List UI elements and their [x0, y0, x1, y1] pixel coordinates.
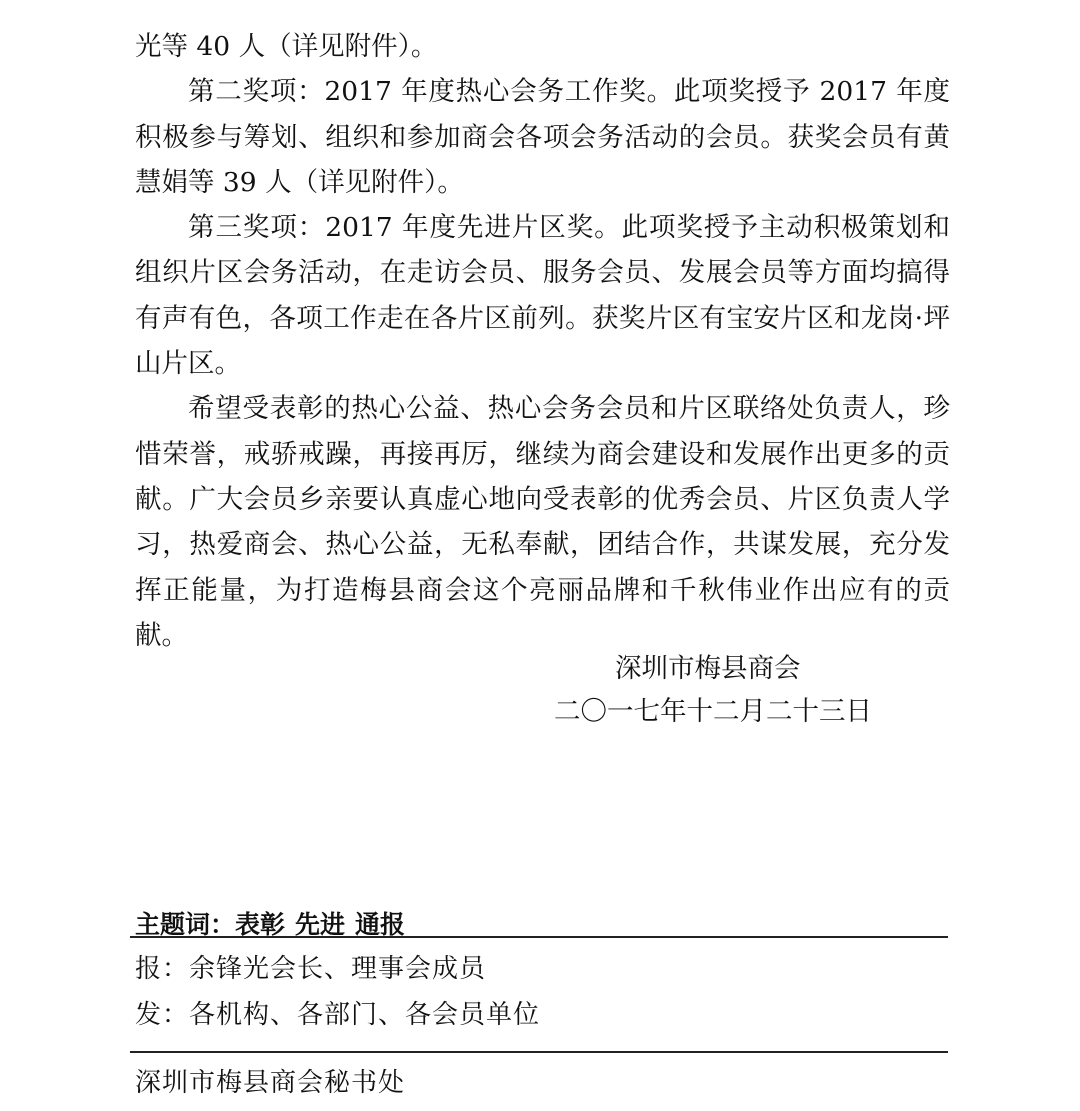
- body-paragraph-second-award: 第二奖项：2017 年度热心会务工作奖。此项奖授予 2017 年度积极参与筹划、组织和参加商会各项会务活动的会员。获奖会员有黄慧娟等 39 人（详见附件）。: [135, 76, 950, 198]
- signature-organization: 深圳市梅县商会: [615, 653, 801, 684]
- document-body: [135, 24, 950, 658]
- send-to-line: [135, 994, 540, 1031]
- topic-keyword: 先进: [295, 910, 346, 939]
- report-recipients: 余锋光会长、理事会成员: [189, 954, 487, 984]
- signature-date: 二〇一七年十二月二十三日: [554, 696, 872, 727]
- divider-line: [130, 1051, 948, 1053]
- report-label: 报：: [135, 954, 190, 984]
- topic-keyword: 通报: [355, 910, 406, 939]
- divider-line: [130, 936, 948, 938]
- body-paragraph-third-award: 第三奖项：2017 年度先进片区奖。此项奖授予主动积极策划和组织片区会务活动，在走访会员、服务会员、发展会员等方面均搞得有声有色，各项工作走在各片区前列。获奖片区有宝安片区和龙岗·坪山片区。: [135, 212, 950, 380]
- topic-keyword: 表彰: [235, 910, 286, 939]
- send-recipients: 各机构、各部门、各会员单位: [189, 1000, 541, 1030]
- topic-label: 主题词：: [135, 910, 236, 939]
- report-to-line: [135, 948, 486, 985]
- footer-issuer: 深圳市梅县商会秘书处: [135, 1068, 406, 1098]
- body-paragraph-continuation: 光等 40 人（详见附件）。: [135, 31, 438, 62]
- send-label: 发：: [135, 1000, 190, 1030]
- body-paragraph-closing: 希望受表彰的热心公益、热心会务会员和片区联络处负责人，珍惜荣誉，戒骄戒躁，再接再厉，继续为商会建设和发展作出更多的贡献。广大会员乡亲要认真虚心地向受表彰的优秀会员、片区负责人学习，热爱商会、热心公益，无私奉献，团结合作，共谋发展，充分发挥正能量，为打造梅县商会这个亮丽品牌和千秋伟业作出应有的贡献。: [135, 393, 950, 651]
